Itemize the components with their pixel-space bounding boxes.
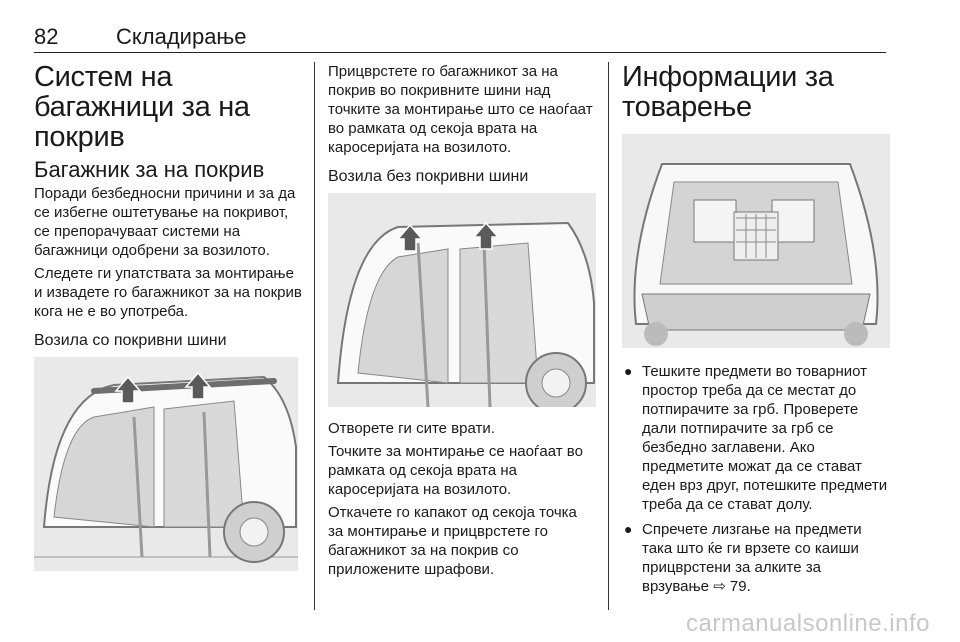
column-3	[622, 62, 890, 602]
illustration-car-without-rails	[328, 193, 596, 407]
subsection-heading: Багажник за на покрив	[34, 157, 265, 182]
list-item	[622, 362, 890, 514]
paragraph: Следете ги упатствата за монтирање и извадете го багажникот за на покрив кога не е во употреба.	[34, 265, 302, 320]
column-divider	[608, 62, 609, 610]
paragraph: Прицврстете го багажникот за на покрив во покривните шини над точките за монтирање што се наоѓаат во рамката од секоја врата на каросеријата на возилото.	[328, 63, 593, 156]
paragraph: Отворете ги сите врати.	[328, 420, 495, 437]
page-number: 82	[34, 24, 59, 49]
watermark: carmanualsonline.info	[686, 610, 930, 637]
list-item	[622, 520, 890, 596]
column-divider	[314, 62, 315, 610]
paragraph: Поради безбедносни причини и за да се избегне оштетување на покривот, се препорачуваат системи на багажници одобрени за возилото.	[34, 185, 296, 259]
subheading: Возила без покривни шини	[328, 168, 529, 185]
bullet-icon: ●	[624, 521, 633, 537]
cargo-illustration	[622, 134, 890, 348]
loading-tips-list	[622, 362, 890, 596]
paragraph: Откачете го капакот од секоја точка за монтирање и прицврстете го багажникот за на покрив со приложените шрафови.	[328, 504, 577, 578]
column-1	[34, 62, 302, 571]
section-heading: Систем на багажници за на покрив	[34, 61, 250, 153]
section-heading: Информации за товарење	[622, 61, 834, 123]
illustration-car-with-rails	[34, 357, 298, 571]
column-2	[328, 62, 596, 583]
subheading: Возила со покривни шини	[34, 332, 227, 349]
paragraph: Точките за монтирање се наоѓаат во рамката од секоја врата на каросеријата на возилото.	[328, 443, 583, 498]
car-side-illustration	[34, 357, 298, 571]
section-title: Складирање	[116, 24, 247, 49]
page-header	[34, 22, 886, 53]
list-item-text: Спречете лизгање на предмети така што ќе ги врзете со каиши прицврстени за алките за врзување ⇨ 79.	[642, 521, 862, 595]
bullet-icon: ●	[624, 363, 633, 379]
list-item-text: Тешките предмети во товарниот простор треба да се местат до потпирачите за грб. Проверете дали потпирачите за грб се безбедно заглавени. Ако предметите можат да се стават еден врз друг, потешките предмети треба да се стават долу.	[642, 363, 888, 513]
car-side-illustration	[328, 193, 596, 407]
illustration-cargo-area	[622, 134, 890, 348]
